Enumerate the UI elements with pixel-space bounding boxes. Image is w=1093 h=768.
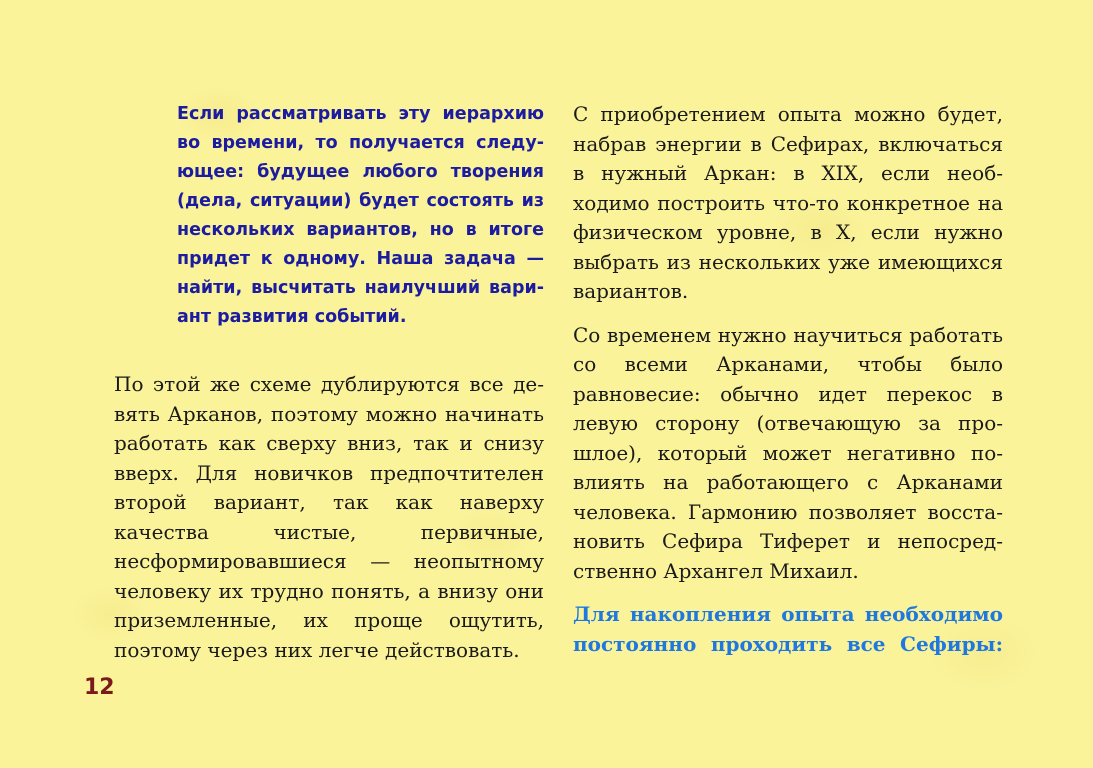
page-number: 12 — [84, 675, 115, 700]
left-column — [114, 100, 544, 665]
right-column — [573, 100, 1003, 659]
left-paragraph: По этой же схеме дублируются все девять Арканов, поэтому можно начинать работать как сверху вниз, так и снизу вверх. Для новичков предпочтителен второй вариант, так как наверху качества чистые, первичные, несформировавшиеся — неопытному человеку их трудно понять, а внизу они приземленные, их проще ощутить, поэтому через них легче действовать. — [114, 372, 544, 662]
right-paragraph-2: Со временем нужно научиться работать со всеми Арканами, чтобы было равновесие: обычно идет перекос в левую сторону (отвечающую за прошлое), который может негативно повлиять на работающего с Арканами человека. Гармонию позволяет восстановить Сефира Тиферет и непосредственно Архангел Михаил. — [573, 322, 1003, 583]
right-paragraph-1: С приобретением опыта можно будет, набрав энергии в Сефирах, включаться в нужный Аркан: в XIX, если необходимо построить что-то конкретное на физическом уровне, в X, если нужно выбрать из нескольких уже имеющихся вариантов. — [573, 102, 1003, 303]
highlight-text: Для накопления опыта необходимо постоянно проходить все Сефиры: — [573, 602, 1003, 656]
callout-text: Если рассматривать эту иерархию во времени, то получается следующее: будущее любого творения (дела, ситуации) будет состоять из нескольких вариантов, но в итоге придет к одному. Наша задача — найти, высчитать наилучший вариант развития событий. — [177, 104, 544, 327]
